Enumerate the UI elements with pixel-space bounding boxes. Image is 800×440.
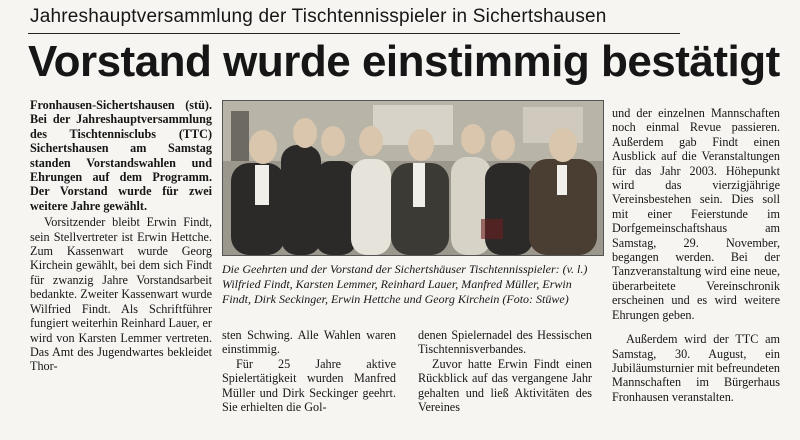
column-3	[418, 328, 592, 414]
body-paragraph: Für 25 Jahre aktive Spielertätigkeit wurden Manfred Müller und Dirk Seckinger geehrt. Sie erhielten die Gol-	[222, 356, 396, 415]
body-paragraph: Außerdem wird der TTC am Samstag, 30. August, ein Jubiläumsturnier mit befreundeten Mannschaften im Bürgerhaus Fronhausen veranstalten.	[612, 332, 780, 404]
column-4	[612, 106, 780, 404]
photo-illustration	[223, 101, 603, 255]
lead-paragraph: Fronhausen-Sichertshausen (stü). Bei der Jahreshauptversammlung des Tischtennisclubs (TTC) Sichertshausen am Samstag standen Vorstandswahlen und Ehrungen auf dem Programm. Der Vorstand wurde für zwei weitere Jahre gewählt.	[30, 98, 212, 213]
body-paragraph: Vorsitzender bleibt Erwin Findt, sein Stellvertreter ist Erwin Hettche. Zum Kassenwart wurde Georg Kirchein gewählt, bei dem sich Findt für zwanzig Jahre Vorstandsarbeit bedankte. Zweiter Kassenwart wurde Wilfried Findt. Als Schriftführer fungiert weiterhin Reinhard Lauer, er wird von Karsten Lemmer vertreten. Das Amt des Jugendwartes bekleidet Thor-	[30, 215, 212, 374]
article-headline: Vorstand wurde einstimmig bestätigt	[28, 37, 780, 86]
column-1	[30, 98, 212, 374]
kicker-rule	[28, 33, 680, 34]
body-paragraph: sten Schwing. Alle Wahlen waren einstimmig.	[222, 328, 396, 357]
photo-caption: Die Geehrten und der Vorstand der Sichertshäuser Tischtennisspieler: (v. l.) Wilfried Findt, Karsten Lemmer, Reinhard Lauer, Manfred Müller, Erwin Findt, Dirk Seckinger, Erwin Hettche und Georg Kirchein (Foto: Stüwe)	[222, 262, 588, 306]
group-photo	[222, 100, 604, 256]
column-2	[222, 328, 396, 414]
body-paragraph: denen Spielernadel des Hessischen Tischtennisverbandes.	[418, 328, 592, 357]
article-kicker: Jahreshauptversammlung der Tischtennisspieler in Sichertshausen	[30, 6, 607, 27]
body-paragraph: Zuvor hatte Erwin Findt einen Rückblick auf das vergangene Jahr gehalten und ließ Aktivitäten des Vereines	[418, 356, 592, 415]
body-paragraph: und der einzelnen Mannschaften noch einmal Revue passieren. Außerdem gab Findt einen Ausblick auf die Veranstaltungen für das Jahr 2003. Höhepunkt wird das vierzigjährige Vereinsbestehen sein. Dies soll mit einer Feierstunde im Dorfgemeinschaftshaus am Samstag, 29. November, begangen werden. Bei der Tanzveranstaltung wird eine neue, überarbeitete Vereinschronik erscheinen und es wird weitere Ehrungen geben.	[612, 106, 780, 322]
